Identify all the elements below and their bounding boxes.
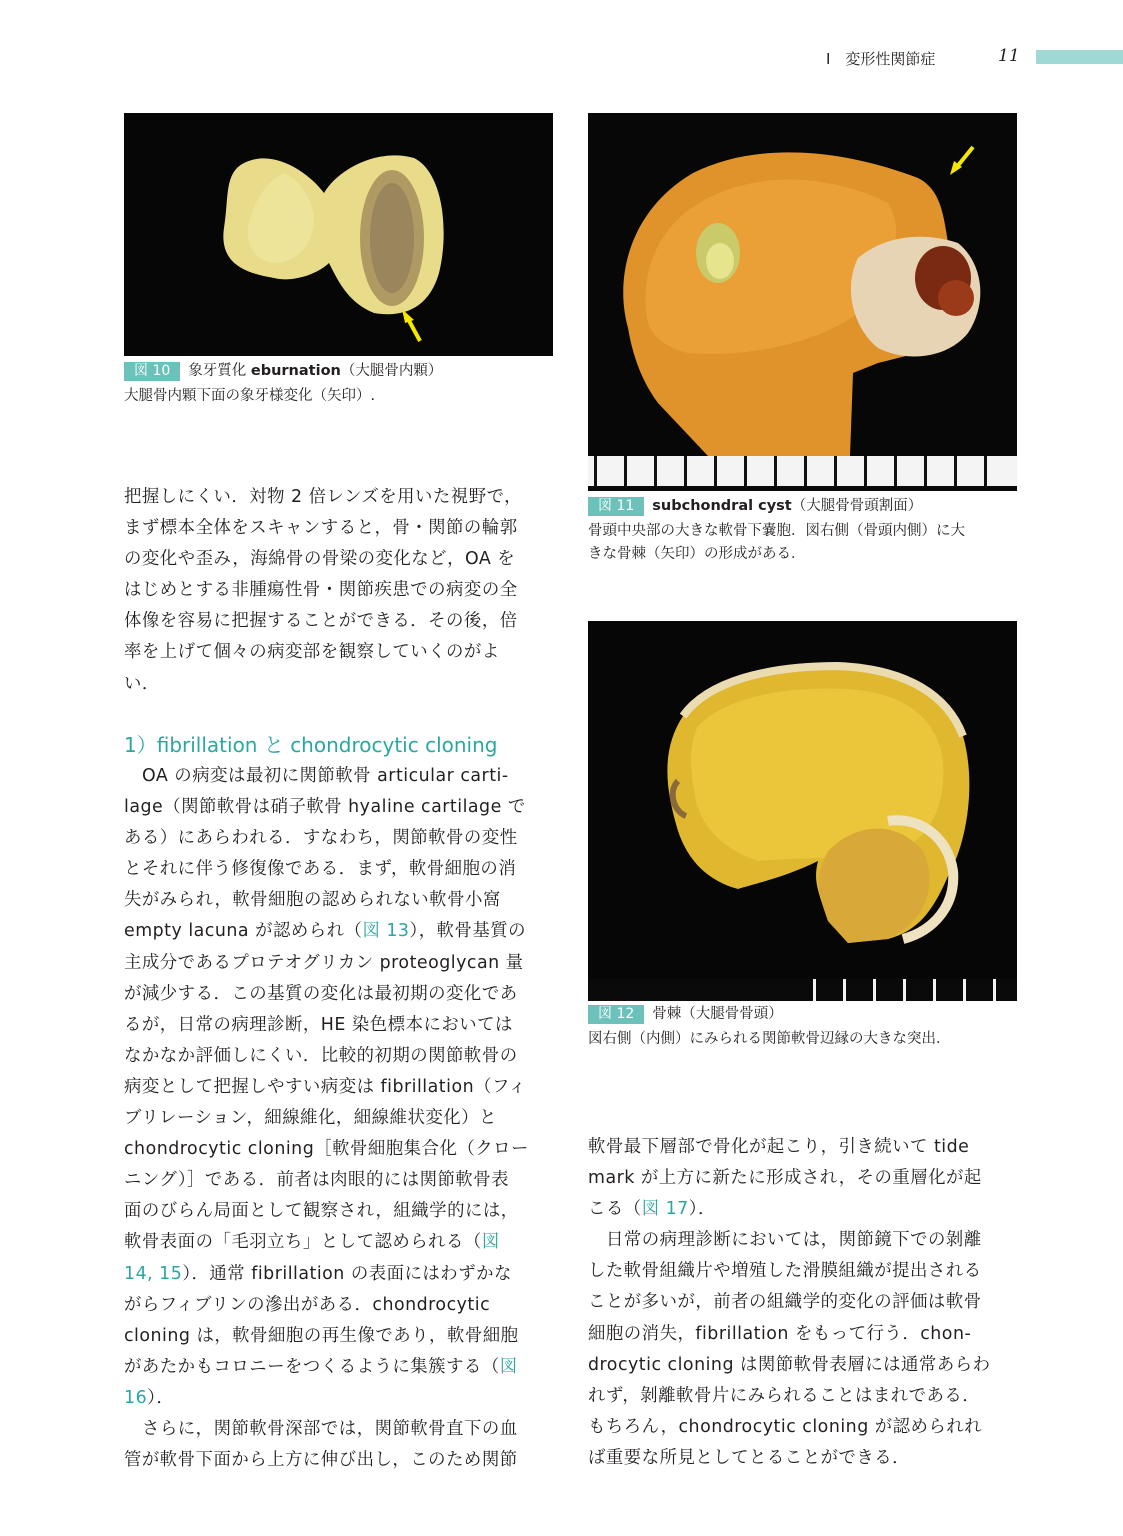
text-line: ニング）］である．前者は肉眼的には関節軟骨表 xyxy=(124,1170,510,1191)
text-line: の変化や歪み，海綿骨の骨梁の変化など，OA を xyxy=(124,549,516,570)
text-line: がらフィブリンの滲出がある．chondrocytic xyxy=(124,1294,491,1315)
figure-10-title-ja: 象牙質化 xyxy=(188,363,251,379)
text-line: lage（関節軟骨は硝子軟骨 hyaline cartilage で xyxy=(124,797,526,818)
ruler-tick xyxy=(993,979,996,1001)
text-line: ブリレーション，細線維化，細線維状変化）と xyxy=(124,1108,497,1129)
figure-11-photo xyxy=(588,113,1017,456)
text-run: こる（ xyxy=(588,1199,642,1220)
text-line: もちろん，chondrocytic cloning が認められれ xyxy=(588,1416,983,1437)
figure-14-15-link[interactable]: 14, 15 xyxy=(124,1263,183,1284)
figure-12-title-ja: 骨棘 xyxy=(652,1006,682,1022)
figure-10-caption-title xyxy=(124,360,442,382)
text-line: 軟骨最下層部で骨化が起こり，引き続いて tide xyxy=(588,1137,970,1157)
figure-11-title-en: subchondral cyst xyxy=(652,498,792,514)
text-line: ある）にあらわれる．すなわち，関節軟骨の変性 xyxy=(124,828,518,849)
page-number: 11 xyxy=(998,46,1020,66)
text-line xyxy=(124,1352,556,1383)
figure-12-scale-ruler xyxy=(588,979,1017,1001)
ruler-tick xyxy=(924,456,927,486)
right-body-text xyxy=(588,1132,1018,1474)
text-line xyxy=(588,1194,1018,1225)
text-run: empty lacuna が認められ（ xyxy=(124,921,363,942)
text-line: 率を上げて個々の病変部を観察していくのがよ xyxy=(124,642,500,663)
figure-10-title-en: eburnation xyxy=(250,363,341,379)
text-line: 主成分であるプロテオグリカン proteoglycan 量 xyxy=(124,952,524,973)
ruler-tick xyxy=(843,979,846,1001)
figure-12-tag: 図 12 xyxy=(588,1005,644,1024)
ruler-tick xyxy=(744,456,747,486)
ruler-tick xyxy=(954,456,957,486)
text-line: なかなか評価しにくい．比較的初期の関節軟骨の xyxy=(124,1045,518,1066)
text-line: 面のびらん局面として観察され，組織学的には， xyxy=(124,1201,519,1222)
figure-12-photo xyxy=(588,621,1017,979)
figure-10-caption-desc: 大腿骨内顆下面の象牙様変化（矢印）. xyxy=(124,388,376,404)
text-line xyxy=(124,1227,556,1258)
ruler-tick xyxy=(813,979,816,1001)
ruler-tick xyxy=(894,456,897,486)
text-run: ）． xyxy=(688,1199,716,1220)
text-line: cloning は，軟骨細胞の再生像であり，軟骨細胞 xyxy=(124,1325,519,1346)
text-line: drocytic cloning は関節軟骨表層には通常あらわ xyxy=(588,1354,991,1375)
text-line: 日常の病理診断においては，関節鏡下での剝離 xyxy=(606,1230,982,1251)
ruler-tick xyxy=(903,979,906,1001)
figure-10-tag: 図 10 xyxy=(124,362,180,381)
ruler-tick xyxy=(654,456,657,486)
figure-11-caption-title xyxy=(588,495,922,517)
text-line xyxy=(124,1383,556,1414)
figure-11-title-paren: （大腿骨骨頭割面） xyxy=(791,498,923,514)
figure-11-tag: 図 11 xyxy=(588,497,644,516)
ruler-tick xyxy=(624,456,627,486)
ruler-tick xyxy=(864,456,867,486)
figure-11-scale-ruler xyxy=(588,456,1017,491)
ruler-scale xyxy=(588,979,1017,1001)
figure-11-caption-desc-2: きな骨棘（矢印）の形成がある． xyxy=(588,546,806,562)
text-line: れず，剝離軟骨片にみられることはまれである． xyxy=(588,1385,981,1406)
figure-12-image xyxy=(588,621,1017,979)
ruler-tick xyxy=(963,979,966,1001)
figure-10-image xyxy=(124,113,553,356)
ruler-tick xyxy=(774,456,777,486)
text-line: はじめとする非腫瘍性骨・関節疾患での病変の全 xyxy=(124,580,518,601)
left-body-text xyxy=(124,761,556,1476)
ruler-tick xyxy=(594,456,597,486)
ruler-tick xyxy=(933,979,936,1001)
ruler-tick xyxy=(804,456,807,486)
text-line: るが，日常の病理診断，HE 染色標本においては xyxy=(124,1014,513,1035)
text-line: 管が軟骨下面から上方に伸び出し，このため関節 xyxy=(124,1450,518,1471)
intro-paragraph xyxy=(124,482,556,700)
ruler-tick xyxy=(714,456,717,486)
figure-13-link[interactable]: 図 13 xyxy=(362,921,410,942)
header-accent-bar xyxy=(1036,50,1123,64)
text-line xyxy=(124,1259,556,1290)
text-line: 体像を容易に把握することができる．その後，倍 xyxy=(124,611,518,632)
figure-11-caption-desc-1: 骨頭中央部の大きな軟骨下嚢胞．図右側（骨頭内側）に大 xyxy=(588,523,965,539)
text-line: OA の病変は最初に関節軟骨 articular carti- xyxy=(142,766,509,786)
figure-10-photo xyxy=(124,113,553,356)
text-line: 失がみられ，軟骨細胞の認められない軟骨小窩 xyxy=(124,890,501,911)
text-line: 病変として把握しやすい病変は fibrillation（フィ xyxy=(124,1076,527,1097)
text-line: mark が上方に新たに形成され，その重層化が起 xyxy=(588,1168,982,1189)
text-line: ことが多いが，前者の組織学的変化の評価は軟骨 xyxy=(588,1292,982,1313)
text-run: があたかもコロニーをつくるように集簇する（ xyxy=(124,1356,500,1377)
text-run: ），軟骨基質の xyxy=(409,921,527,942)
figure-12-caption-title xyxy=(588,1003,783,1025)
text-line: ば重要な所見としてとることができる． xyxy=(588,1447,911,1468)
figure-11-image xyxy=(588,113,1017,456)
text-line: 細胞の消失，fibrillation をもって行う．chon- xyxy=(588,1323,972,1344)
ruler-scale xyxy=(588,456,1017,486)
figure-12-title-paren: （大腿骨骨頭） xyxy=(681,1006,783,1022)
ruler-tick xyxy=(684,456,687,486)
text-line: まず標本全体をスキャンすると，骨・関節の輪郭 xyxy=(124,518,518,539)
text-line: chondrocytic cloning［軟骨細胞集合化（クロー xyxy=(124,1139,529,1160)
ruler-tick xyxy=(873,979,876,1001)
text-line: さらに，関節軟骨深部では，関節軟骨直下の血 xyxy=(142,1418,518,1439)
text-line: が減少する．この基質の変化は最初期の変化であ xyxy=(124,983,518,1004)
section-title: I 変形性関節症 xyxy=(826,50,936,68)
text-line: とそれに伴う修復像である．まず，軟骨細胞の消 xyxy=(124,859,517,880)
figure-10-title-paren: （大腿骨内顆） xyxy=(340,363,443,379)
section-heading: 1）fibrillation と chondrocytic cloning xyxy=(124,733,498,757)
ruler-tick xyxy=(834,456,837,486)
text-run: ）． xyxy=(147,1387,175,1408)
text-run: ）．通常 fibrillation の表面にはわずかな xyxy=(182,1263,512,1284)
figure-14-link[interactable]: 図 xyxy=(481,1232,500,1253)
figure-12-caption-desc: 図右側（内側）にみられる関節軟骨辺縁の大きな突出． xyxy=(588,1031,951,1047)
ruler-tick xyxy=(984,456,987,486)
text-line: した軟骨組織片や増殖した滑膜組織が提出される xyxy=(588,1261,982,1282)
figure-17-link[interactable]: 図 17 xyxy=(641,1199,689,1220)
text-line xyxy=(124,916,556,947)
figure-16-link-num[interactable]: 16 xyxy=(124,1387,148,1408)
text-run: 軟骨表面の「毛羽立ち」として認められる（ xyxy=(124,1232,482,1253)
figure-16-link[interactable]: 図 xyxy=(499,1356,518,1377)
text-line: 把握しにくい．対物 2 倍レンズを用いた視野で， xyxy=(124,487,523,507)
text-line: い． xyxy=(124,673,160,694)
